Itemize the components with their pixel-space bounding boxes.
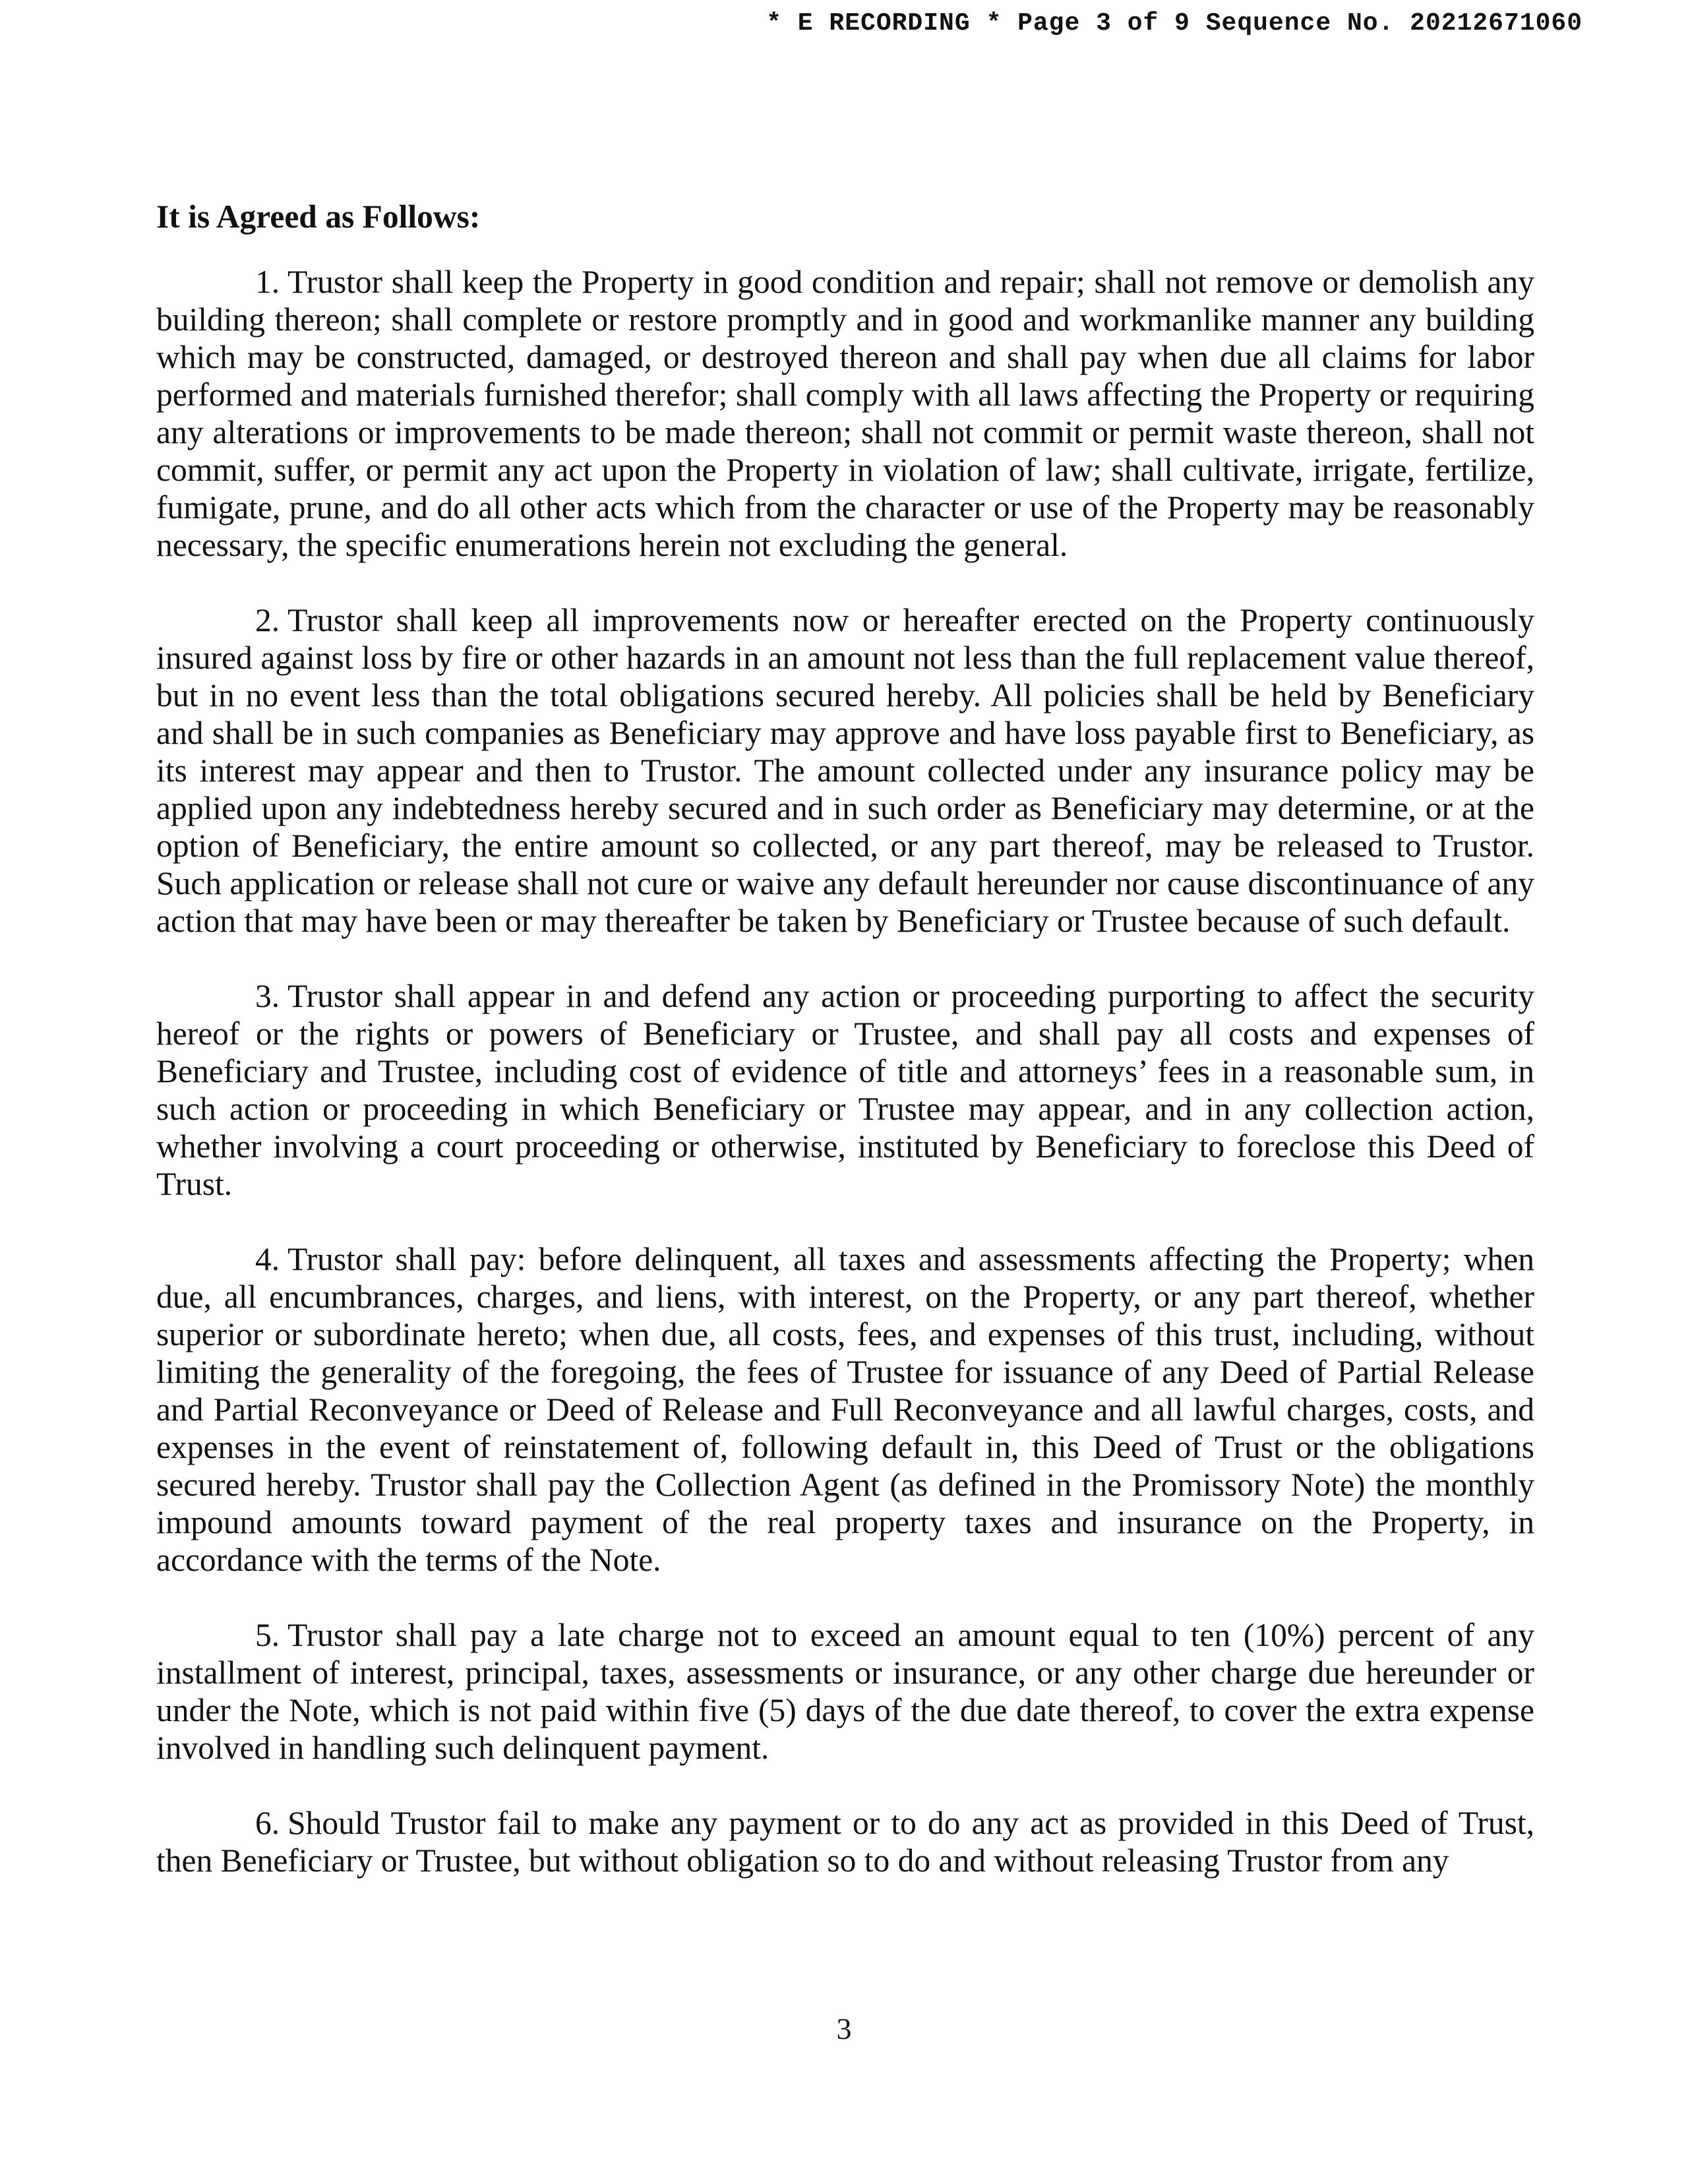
page-number: 3 (836, 2012, 852, 2046)
paragraph-1 (156, 263, 1534, 564)
paragraph-5 (156, 1616, 1534, 1767)
paragraph-text: Trustor shall keep all improvements now or hereafter erected on the Property continuously insured against loss by fire or other hazards in an amount not less than the full replacement value thereof, but in no event less than the total obligations secured hereby. All policies shall be held by Beneficiary and shall be in such companies as Beneficiary may approve and have loss payable first to Beneficiary, as its interest may appear and then to Trustor. The amount collected under any insurance policy may be applied upon any indebtedness hereby secured and in such order as Beneficiary may determine, or at the option of Beneficiary, the entire amount so collected, or any part thereof, may be released to Trustor. Such application or release shall not cure or waive any default hereunder nor cause discontinuance of any action that may have been or may thereafter be taken by Beneficiary or Trustee because of such default. (156, 602, 1534, 939)
paragraph-text: Trustor shall pay: before delinquent, all taxes and assessments affecting the Property; when due, all encumbrances, charges, and liens, with interest, on the Property, or any part thereof, whether superior or subordinate hereto; when due, all costs, fees, and expenses of this trust, including, without limiting the generality of the foregoing, the fees of Trustee for issuance of any Deed of Partial Release and Partial Reconveyance or Deed of Release and Full Reconveyance and all lawful charges, costs, and expenses in the event of reinstatement of, following default in, this Deed of Trust or the obligations secured hereby. Trustor shall pay the Collection Agent (as defined in the Promissory Note) the monthly impound amounts toward payment of the real property taxes and insurance on the Property, in accordance with the terms of the Note. (156, 1241, 1534, 1578)
paragraph-3 (156, 977, 1534, 1203)
paragraph-text: Trustor shall pay a late charge not to exceed an amount equal to ten (10%) percent of any installment of interest, principal, taxes, assessments or insurance, or any other charge due hereunder or under the Note, which is not paid within five (5) days of the due date thereof, to cover the extra expense involved in handling such delinquent payment. (156, 1617, 1534, 1766)
paragraph-number: 3. (255, 978, 280, 1014)
recording-stamp: * E RECORDING * Page 3 of 9 Sequence No. 20212671060 (766, 9, 1582, 38)
paragraph-number: 5. (255, 1617, 280, 1653)
section-heading: It is Agreed as Follows: (156, 198, 481, 235)
document-body (156, 198, 1534, 1917)
paragraph-text: Trustor shall appear in and defend any action or proceeding purporting to affect the security hereof or the rights or powers of Beneficiary or Trustee, and shall pay all costs and expenses of Beneficiary and Trustee, including cost of evidence of title and attorneys’ fees in a reasonable sum, in such action or proceeding in which Beneficiary or Trustee may appear, and in any collection action, whether involving a court proceeding or otherwise, instituted by Beneficiary to foreclose this Deed of Trust. (156, 978, 1534, 1202)
paragraph-number: 6. (255, 1805, 280, 1841)
paragraph-number: 1. (255, 264, 280, 300)
paragraph-text: Trustor shall keep the Property in good condition and repair; shall not remove or demolish any building thereon; shall complete or restore promptly and in good and workmanlike manner any building which may be constructed, damaged, or destroyed thereon and shall pay when due all claims for labor performed and materials furnished therefor; shall comply with all laws affecting the Property or requiring any alterations or improvements to be made thereon; shall not commit or permit waste thereon, shall not commit, suffer, or permit any act upon the Property in violation of law; shall cultivate, irrigate, fertilize, fumigate, prune, and do all other acts which from the character or use of the Property may be reasonably necessary, the specific enumerations herein not excluding the general. (156, 264, 1534, 563)
paragraph-4 (156, 1240, 1534, 1579)
paragraph-text: Should Trustor fail to make any payment or to do any act as provided in this Deed of Trust, then Beneficiary or Trustee, but without obligation so to do and without releasing Trustor from any (156, 1805, 1534, 1879)
paragraph-6 (156, 1804, 1534, 1879)
paragraph-number: 2. (255, 602, 280, 638)
paragraph-2 (156, 601, 1534, 940)
paragraph-number: 4. (255, 1241, 280, 1277)
